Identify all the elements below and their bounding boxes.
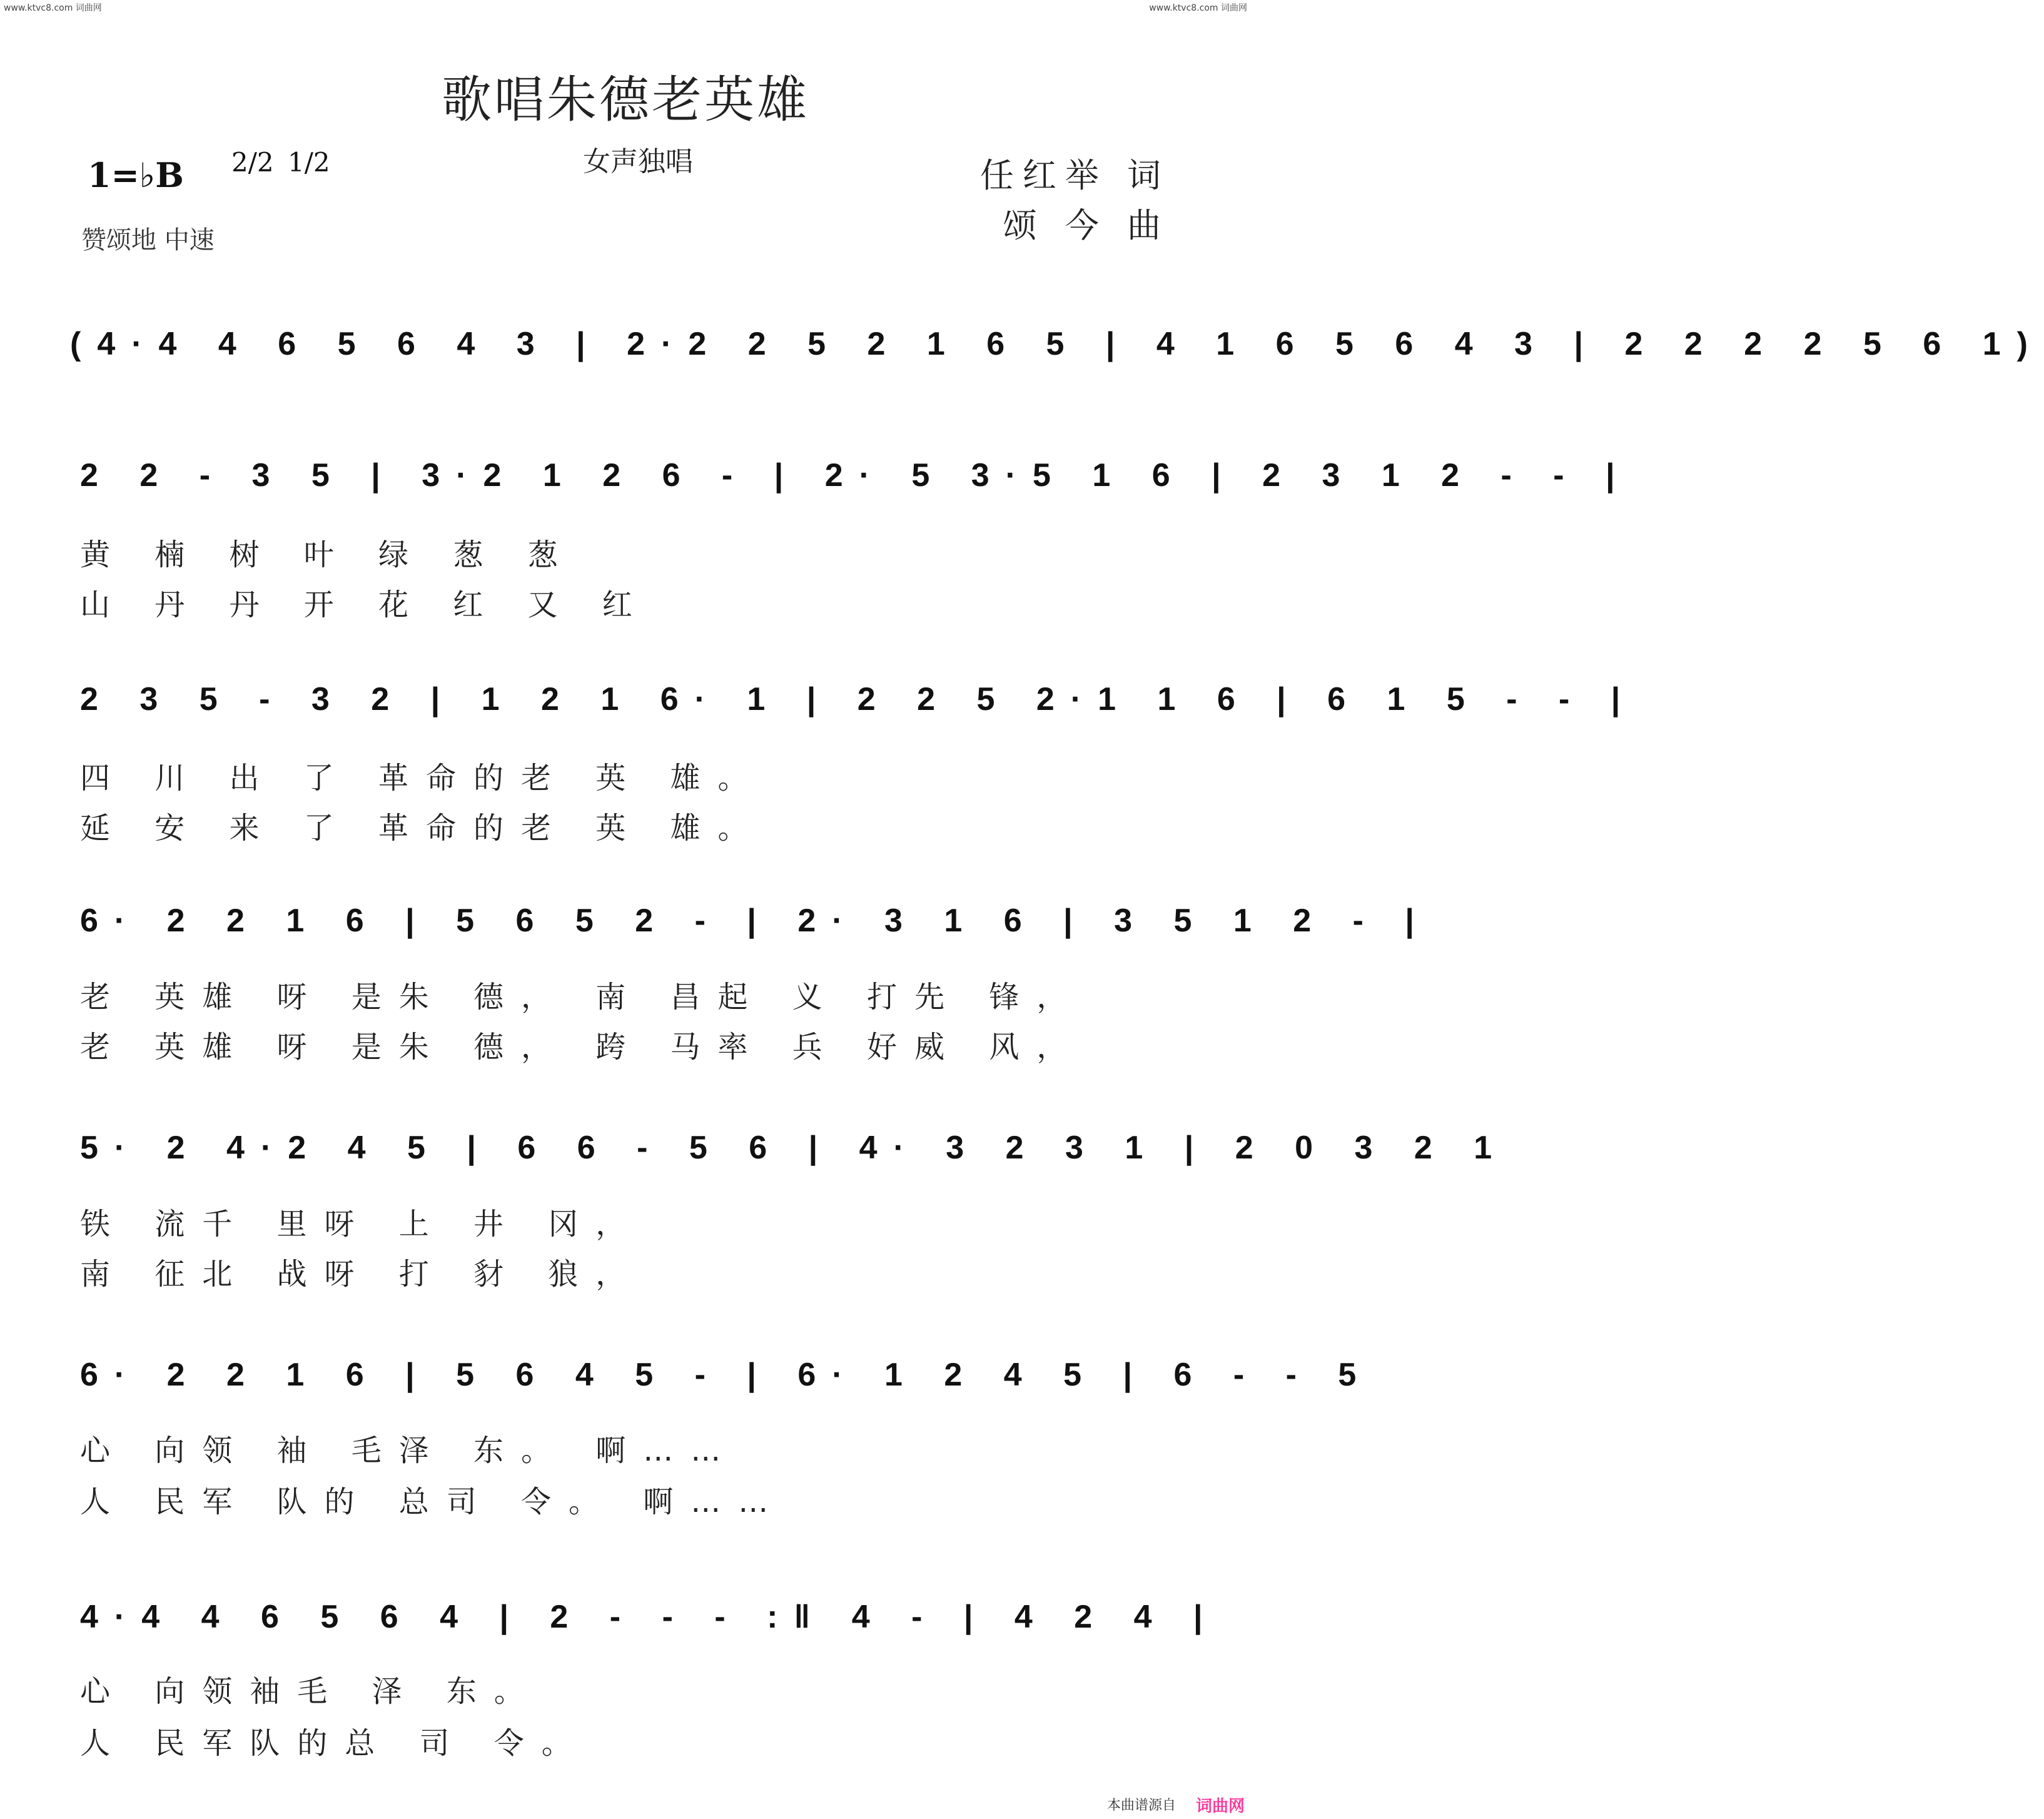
time-signature-2 bbox=[288, 149, 330, 176]
lyrics-row-6-verse-1: 心 向领袖毛 泽 东。 bbox=[80, 1674, 542, 1709]
lyrics-row-2-verse-2: 延 安 来 了 革命的老 英 雄。 bbox=[80, 811, 766, 846]
key-signature: 1=♭B bbox=[88, 155, 184, 195]
score-row-1: 2 2 - 3 5 | 3·2 1 2 6 - | 2· 5 3·5 1 6 | 2 3 1 2 - - | bbox=[80, 457, 1631, 494]
footer-source: 本曲谱源自 bbox=[1106, 1798, 1176, 1813]
page-title: 歌唱朱德老英雄 bbox=[442, 71, 809, 129]
footer-site-logo[interactable]: 词曲网 bbox=[1195, 1797, 1245, 1816]
time-signature-1 bbox=[231, 149, 274, 176]
lyrics-row-1-verse-2: 山 丹 丹 开 花 红 又 红 bbox=[80, 587, 650, 622]
lyricist-credit: 任红举 词 bbox=[979, 156, 1170, 195]
lyrics-row-4-verse-1: 铁 流千 里呀 上 井 冈， bbox=[80, 1207, 644, 1242]
subtitle: 女声独唱 bbox=[583, 146, 693, 178]
score-row-3: 6· 2 2 1 6 | 5 6 5 2 - | 2· 3 1 6 | 3 5 1 2 - | bbox=[80, 903, 1430, 939]
lyrics-row-5-verse-1: 心 向领 袖 毛泽 东。 啊…… bbox=[80, 1433, 739, 1468]
time-signature-1-text: 2/2 bbox=[231, 147, 274, 178]
lyrics-row-3-verse-1: 老 英雄 呀 是朱 德， 南 昌起 义 打先 锋， bbox=[80, 980, 1085, 1015]
lyrics-row-4-verse-2: 南 征北 战呀 打 豺 狼， bbox=[80, 1257, 644, 1292]
score-row-4: 5· 2 4·2 4 5 | 6 6 - 5 6 | 4· 3 2 3 1 | 2 0 3 2 1 bbox=[80, 1130, 1509, 1166]
composer-credit: 颂 今 曲 bbox=[1003, 206, 1170, 245]
lyrics-row-3-verse-2: 老 英雄 呀 是朱 德， 跨 马率 兵 好威 风， bbox=[80, 1030, 1085, 1065]
score-row-intro: (4·4 4 6 5 6 4 3 | 2·2 2 5 2 1 6 5 | 4 1 6 5 6 4 3 | 2 2 2 2 5 6 1) bbox=[70, 326, 2044, 362]
tempo-marking: 赞颂地 中速 bbox=[81, 226, 215, 255]
lyrics-row-1-verse-1: 黄 楠 树 叶 绿 葱 葱 bbox=[80, 537, 575, 572]
watermark-left: www.ktvc8.com 词曲网 bbox=[4, 3, 102, 13]
time-signature-2-text: 1/2 bbox=[288, 147, 330, 178]
watermark-right: www.ktvc8.com 词曲网 bbox=[1149, 3, 1247, 13]
lyrics-row-5-verse-2: 人 民军 队的 总司 令。 啊…… bbox=[80, 1484, 786, 1519]
score-row-5: 6· 2 2 1 6 | 5 6 4 5 - | 6· 1 2 4 5 | 6 - - 5 bbox=[80, 1357, 1373, 1393]
lyrics-row-6-verse-2: 人 民军队的总 司 令。 bbox=[80, 1726, 589, 1761]
score-row-2: 2 3 5 - 3 2 | 1 2 1 6· 1 | 2 2 5 2·1 1 6 | 6 1 5 - - | bbox=[80, 681, 1637, 717]
score-row-6: 4·4 4 6 5 6 4 | 2 - - - :‖ 4 - | 4 2 4 | bbox=[80, 1599, 1219, 1635]
lyrics-row-2-verse-1: 四 川 出 了 革命的老 英 雄。 bbox=[80, 761, 766, 796]
